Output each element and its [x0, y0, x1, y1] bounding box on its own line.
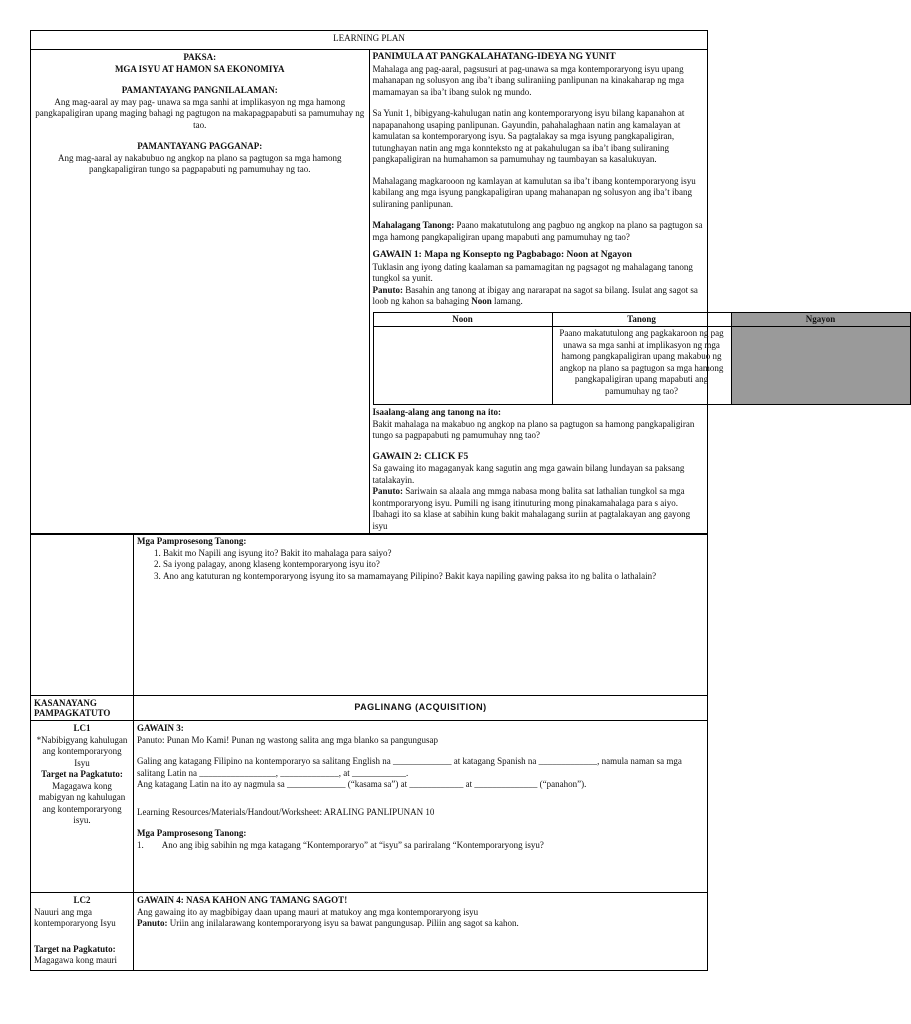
gawain-2-title: GAWAIN 2: CLICK F5 [372, 451, 469, 462]
paksa-value: MGA ISYU AT HAMON SA EKONOMIYA [114, 63, 285, 74]
lc1-text: *Nabibigyang kahulugan ang kontemporaryong Isyu [36, 734, 128, 768]
col-ngayon: Ngayon [731, 312, 910, 327]
list-item: 2. Sa iyong palagay, anong klaseng kontemporaryong isyu ito? [163, 559, 704, 571]
lc2-text: Nauuri ang mga kontemporaryong Isyu [34, 906, 116, 928]
pagganap-text: Ang mag-aaral ay nakabubuo ng angkop na plano sa pagtugon sa mga hamong pangkapaligiran tungo sa pagpapabuti ng pamumuhay ng tao. [58, 152, 342, 174]
gawain-4-panuto: Panuto: Uriin ang inilalarawang kontemporaryong isyu sa bawat pangungusap. Piliin ang sagot sa kahon. [137, 918, 519, 928]
gawain-3-resources: Learning Resources/Materials/Handout/Worksheet: ARALING PANLIPUNAN 10 [137, 806, 435, 817]
pamprosesong-title: Mga Pamprosesong Tanong: [137, 536, 247, 546]
gawain-4-title: GAWAIN 4: NASA KAHON ANG TAMANG SAGOT! [137, 895, 348, 905]
gawain-1-title: GAWAIN 1: Mapa ng Konsepto ng Pagbabago: Noon at Ngayon [372, 250, 632, 260]
gawain-4-intro: Ang gawaing ito ay magbibigay daan upang mauri at matukoy ang mga kontemporaryong isyu [137, 906, 479, 917]
ngayon-cell [731, 327, 910, 405]
kasanayang-label: KASANAYANG PAMPAGKATUTO [31, 696, 134, 721]
gawain-3-question-1: 1. Ano ang ibig sabihin ng mga katagang “Kontemporaryo” at “isyu” sa pariralang “Kontemporaryong isyu? [137, 839, 544, 850]
gawain-1-intro: Tuklasin ang iyong dating kaalaman sa pamamagitan ng pagsagot ng mahalagang tanong tungkol sa yunit. [372, 261, 693, 283]
pangnilalaman-label: PAMANTAYANG PANGNILALAMAN: [121, 85, 278, 95]
list-item: 3. Ano ang katuturan ng kontemporaryong isyung ito sa mamamayang Pilipino? Bakit kaya napiling gawing paksa ito ng balita o lathalain? [163, 571, 704, 583]
lc2-target-text: Magagawa kong mauri [34, 955, 117, 965]
pagganap-label: PAMANTAYANG PAGGANAP: [137, 141, 263, 151]
gawain-3-line-2: Ang katagang Latin na ito ay nagmula sa _____________ (“kasama sa”) at ____________ at ______________ (“panahon”). [137, 779, 587, 789]
learning-plan-table-page-2 [30, 533, 708, 971]
learning-plan-title: LEARNING PLAN [31, 31, 708, 50]
left-empty-cell [31, 534, 134, 696]
gawain-1-panuto: Panuto: Basahin ang tanong at ibigay ang nararapat na sagot sa bilang. Isulat ang sagot sa loob ng kahon sa bahaging Noon lamang. [372, 284, 698, 306]
noon-ngayon-table [373, 312, 911, 406]
gawain-2-intro: Sa gawaing ito magaganyak kang sagutin ang mga gawain bilang lundayan sa paksang tatalakayin. [372, 463, 685, 485]
isaalang-label: Isaalang-alang ang tanong na ito: [372, 407, 502, 417]
pangnilalaman-text: Ang mag-aaral ay may pag- unawa sa mga sanhi at implikasyon ng mga hamong pangkapaligiran upang maging bahagi ng pagtugon na makapagpapabuti sa pamumuhay ng tao. [35, 96, 365, 130]
pamprosesong-cell [134, 534, 708, 696]
gawain-3-questions-title: Mga Pamprosesong Tanong: [137, 828, 247, 838]
intro-paragraph-1: Mahalaga ang pag-aaral, pagsusuri at pag-unawa sa mga kontemporaryong isyu upang mahanapan ng solusyon ang iba’t ibang suliraniing panlipunan na kinakaharap ng mga mamamayan sa iba’t ibang sulok ng mundo. [372, 63, 685, 97]
gawain-3-line-1: Galing ang katagang Filipino na kontemporaryo sa salitang English na _____________ at katagang Spanish na _____________, namula naman sa mga salitang Latin na _________________, _____________, at ____________. [137, 756, 682, 778]
lc1-target-text: Magagawa kong mabigyan ng kahulugan ang kontemporaryong isyu. [38, 780, 126, 825]
tanong-cell: Paano makatutulong ang pagkakaroon ng pag unawa sa mga sanhi at implikasyon ng mga hamong pangkapaligiran upang makabuo ng angkop na plano sa pagtugon sa mga hamong pangkapaligiran upang mapabuti ang pamumuhay ng tao? [552, 327, 731, 405]
col-tanong: Tanong [552, 312, 731, 327]
col-noon: Noon [373, 312, 552, 327]
gawain-3-title: GAWAIN 3: [137, 723, 184, 733]
lc1-title: LC1 [73, 723, 91, 733]
intro-paragraph-3: Mahalagang magkarooon ng kamlayan at kamulutan sa iba’t ibang kontemporaryong isyu kabilang ang mga isyung pangkapaligiran upang mahanapan ng solusyon ang iba’t ibang suliraning panlipunan. [372, 175, 696, 209]
paglinang-heading: PAGLINANG (ACQUISITION) [134, 696, 708, 721]
lc2-target-label: Target na Pagkatuto: [34, 943, 116, 954]
intro-paragraph-2: Sa Yunit 1, bibigyang-kahulugan natin ang kontemporaryong isyu bilang kapanahon at napapanahong usaping panlipunan. Gayundin, pahahalaghaan natin ang kamalayan at kamulatan sa kontemporaryong isyu. Sa pagtalakay sa mga isyung pangkapaligiran, tutunghayan natin ang mga konnteksto ng at pakahulugan sa iba’t ibang suliraning pangkapaligiran na humahamon sa pamumuhay ng taumbayan sa kasalukuyan. [372, 108, 685, 164]
learning-plan-table [30, 30, 836, 535]
paksa-label: PAKSA: [183, 52, 217, 62]
lc1-target-label: Target na Pagkatuto: [41, 769, 123, 779]
lc1-cell [31, 721, 134, 893]
noon-answer-cell[interactable] [373, 327, 552, 405]
content-column [369, 50, 836, 535]
gawain-3-panuto: Panuto: Punan Mo Kami! Punan ng wastong salita ang mga blanko sa pangungusap [137, 734, 438, 745]
intro-title: PANIMULA AT PANGKALAHATANG-IDEYA NG YUNIT [372, 52, 616, 62]
lc2-title: LC2 [73, 895, 91, 905]
gawain-3-cell [134, 721, 708, 893]
mahalagang-tanong: Mahalagang Tanong: Paano makatutulong ang pagbuo ng angkop na plano sa pagtugon sa mga hamong pangkapaligiran upang mapabuti ang pamumuhay ng tao? [372, 220, 703, 242]
gawain-4-cell [134, 893, 708, 971]
gawain-2-panuto: Panuto: Sariwain sa alaala ang mmga nabasa mong balita sat lathalian tungkol sa mga kontmporaryong isyu. Pumili ng isang itinuturing mong pinakamahalaga para s aiyo. Ibahagi ito sa klase at sabihin kung bakit mahalagang suriin at pagtalakayan ang gayong isyu [372, 486, 691, 531]
pamprosesong-list [137, 548, 704, 583]
lc2-cell [31, 893, 134, 971]
list-item: 1. Bakit mo Napili ang isyung ito? Bakit ito mahalaga para saiyo? [163, 548, 704, 560]
isaalang-text: Bakit mahalaga na makabuo ng angkop na plano sa pagtugon sa hamong pangkapaligiran tungo sa pagpapabuti ng pamumuhay nng tao? [372, 418, 695, 440]
left-column [31, 50, 370, 535]
